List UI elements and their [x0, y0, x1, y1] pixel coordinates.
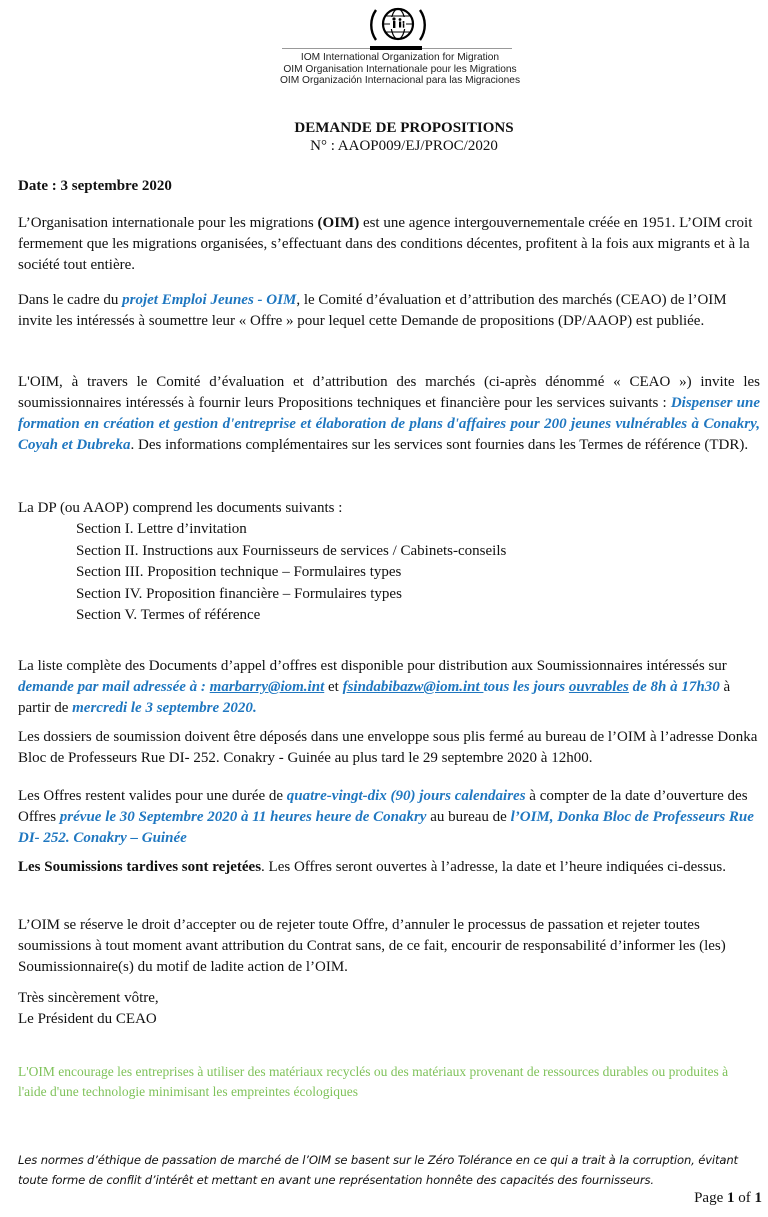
oim-bold: (OIM) [317, 215, 360, 231]
org-name-es: OIM Organización Internacional para las Migraciones [279, 75, 521, 86]
opening-location: l’OIM, Donka Bloc de Professeurs Rue DI- 252. Conakry – Guinée [18, 809, 754, 846]
service-description: Dispenser une formation en création et gestion d'entreprise et élaboration de plans d'affaires pour 200 jeunes vulnérables à Conakry, Coyah et Dubreka [18, 395, 760, 453]
text: . [252, 700, 257, 716]
org-name-fr: OIM Organisation Internationale pour les Migrations [283, 63, 517, 75]
closing-salutation: Très sincèrement vôtre, [18, 990, 159, 1006]
section-item: Section I. Lettre d’invitation [76, 521, 247, 537]
text: , le Comité d’évaluation et d’attribution des marchés (CEAO) de l’OIM invite les intéressés à soumettre leur « Offre » pour lequel cette Demande de propositions (DP/AAOP) est publiée. [18, 292, 727, 329]
document-date: Date : 3 septembre 2020 [18, 178, 172, 194]
email-link-fsindabibazw[interactable]: fsindabibazw@iom.int [342, 679, 484, 695]
validity-duration: quatre-vingt-dix (90) jours calendaires [286, 788, 526, 804]
text: La liste complète des Documents d’appel d’offres est disponible pour distribution aux Soumissionnaires intéressés sur [18, 658, 727, 674]
opening-date: prévue le 30 Septembre 2020 à 11 heures heure de Conakry [59, 809, 427, 825]
page-label: Page [694, 1190, 727, 1206]
text: à partir de [18, 679, 731, 716]
paragraph-validity [18, 786, 760, 849]
text: . Les Offres seront ouvertes à l’adresse, la date et l’heure indiquées ci-dessus. [261, 859, 727, 875]
email-link-marbarry[interactable]: marbarry@iom.int [209, 679, 325, 695]
section-item: Section II. Instructions aux Fournisseurs de services / Cabinets-conseils [76, 542, 507, 559]
text: L'OIM, à travers le Comité d’évaluation et d’attribution des marchés (ci-après dénommé « CEAO ») invite les soumissionnaires intéressés à fournir leurs Propositions techniques et financière pour les services suivants : [18, 374, 760, 411]
paragraph-intro [18, 213, 760, 276]
paragraph-services [18, 372, 760, 456]
working-days: tous les jours [483, 679, 569, 695]
text: L’Organisation internationale pour les migrations [18, 215, 318, 231]
ethics-note: Les normes d’éthique de passation de marché de l’OIM se basent sur le Zéro Tolérance en ce qui a trait à la corruption, évitant toute forme de conflit d’intérêt et mettant en avant une représentation honnête des capacités des fournisseurs. [18, 1153, 738, 1187]
section-item: Section IV. Proposition financière – Formulaires types [76, 585, 402, 602]
paragraph-reservation: L’OIM se réserve le droit d’accepter ou de rejeter toute Offre, d’annuler le processus de passation et rejeter toutes soumissions à tout moment avant attribution du Contrat sans, de ce fait, encourir de responsabilité d’informer les (les) Soumissionnaire(s) du motif de ladite action de l’OIM. [18, 917, 726, 975]
page-current: 1 [727, 1190, 735, 1206]
start-date: mercredi le 3 septembre 2020 [72, 700, 253, 716]
page-of: of [734, 1190, 755, 1206]
text: Les Offres restent valides pour une durée de [18, 788, 287, 804]
project-name: projet Emploi Jeunes - OIM [122, 292, 297, 308]
working-days-underlined: ouvrables [568, 679, 629, 695]
sections-intro: La DP (ou AAOP) comprend les documents suivants : [18, 500, 343, 516]
paragraph-late-submissions [18, 857, 760, 878]
section-item: Section III. Proposition technique – Formulaires types [76, 564, 402, 580]
closing [18, 988, 760, 1030]
text: au bureau de [426, 809, 511, 825]
document-reference: N° : AAOP009/EJ/PROC/2020 [310, 138, 498, 154]
mail-request: demande par mail adressée à : [18, 679, 210, 695]
org-name-en: IOM International Organization for Migration [300, 52, 500, 63]
organization-names [270, 52, 530, 87]
paragraph-distribution [18, 656, 760, 719]
signatory: Le Président du CEAO [18, 1011, 157, 1027]
page-number [694, 1190, 762, 1207]
section-list [76, 519, 506, 627]
header-bar [370, 46, 422, 50]
paragraph-submission: Les dossiers de soumission doivent être déposés dans une enveloppe sous plis fermé au bureau de l’OIM à l’adresse Donka Bloc de Professeurs Rue DI- 252. Conakry - Guinée au plus tard le 29 septembre 2020 à 12h00. [18, 729, 758, 766]
paragraph-project [18, 290, 760, 332]
hours: de 8h à 17h30 [628, 679, 720, 695]
document-title: DEMANDE DE PROPOSITIONS [294, 120, 514, 136]
page-total: 1 [754, 1190, 762, 1206]
section-item: Section V. Termes of référence [76, 607, 261, 623]
text: et [324, 679, 343, 695]
environment-note: L'OIM encourage les entreprises à utiliser des matériaux recyclés ou des matériaux provenant de ressources durables ou produites à l'aide d'une technologie minimisant les empreintes écologiques [18, 1064, 729, 1099]
text: Dans le cadre du [18, 292, 123, 308]
text: . Des informations complémentaires sur les services sont fournies dans les Termes de référence (TDR). [130, 437, 749, 453]
text: à compter de la date d’ouverture des Offres [18, 788, 748, 825]
late-submissions-bold: Les Soumissions tardives sont rejetées [18, 859, 262, 875]
text: est une agence intergouvernementale créée en 1951. L’OIM croit fermement que les migrations organisées, s’effectuant dans des conditions décentes, profitent à la fois aux migrants et à la société tout entière. [18, 215, 753, 273]
iom-logo-icon [368, 2, 428, 48]
